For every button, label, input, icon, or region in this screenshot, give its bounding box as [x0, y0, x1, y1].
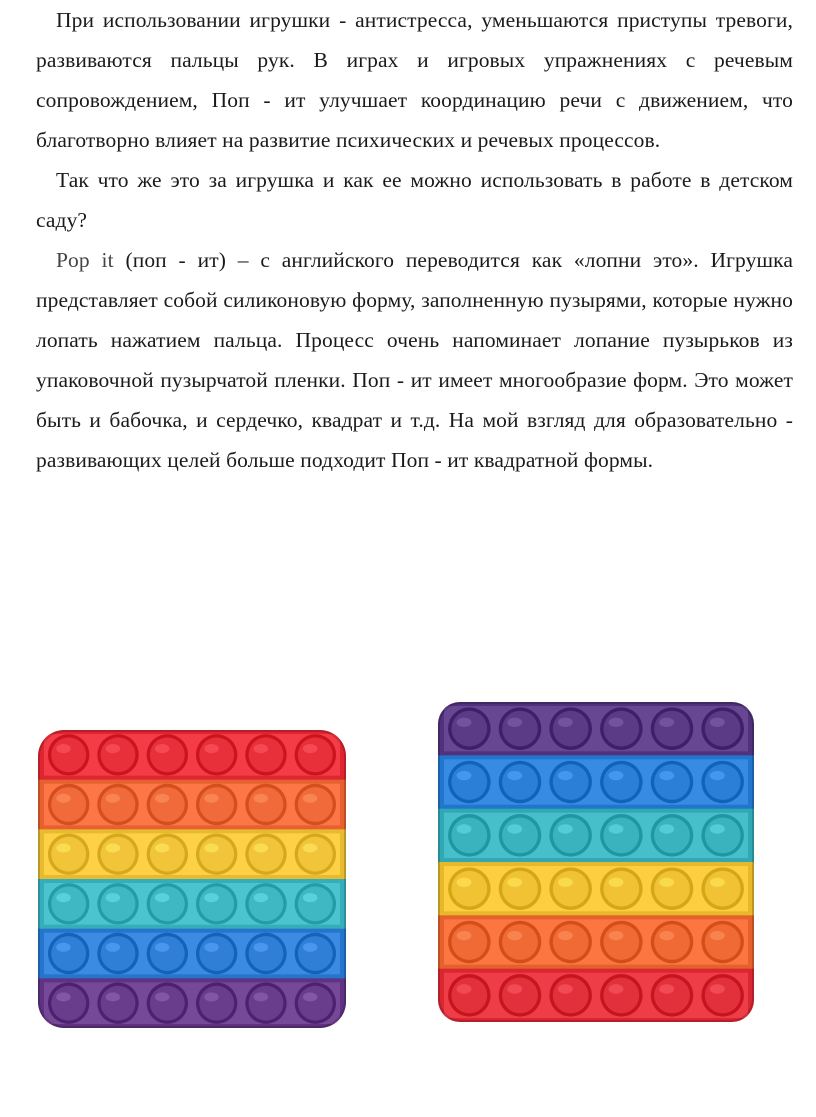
pop-it-term: Pop it	[56, 248, 114, 272]
bubble-highlight	[204, 992, 219, 1001]
bubble-highlight	[558, 824, 573, 833]
bubble	[654, 711, 690, 747]
bubble	[249, 886, 284, 921]
bubble-highlight	[710, 931, 725, 940]
bubble	[298, 986, 333, 1021]
bubble	[150, 787, 185, 822]
bubble-highlight	[457, 771, 472, 780]
bubble-highlight	[659, 771, 674, 780]
bubble-highlight	[155, 943, 170, 952]
bubble-highlight	[56, 843, 71, 852]
bubble-highlight	[155, 794, 170, 803]
bubble	[150, 936, 185, 971]
bubble-highlight	[106, 843, 121, 852]
bubble	[451, 817, 487, 853]
bubble	[705, 764, 741, 800]
paragraph-3	[36, 240, 793, 480]
pop-it-rainbow-right	[438, 702, 754, 1022]
bubble-highlight	[303, 943, 318, 952]
bubble	[249, 837, 284, 872]
bubble	[451, 977, 487, 1013]
bubble	[603, 817, 639, 853]
bubble-highlight	[507, 931, 522, 940]
bubble-highlight	[457, 984, 472, 993]
bubble	[199, 787, 234, 822]
bubble	[298, 837, 333, 872]
bubble-highlight	[254, 992, 269, 1001]
bubble-highlight	[204, 893, 219, 902]
bubble-highlight	[507, 771, 522, 780]
bubble	[553, 871, 589, 907]
bubble	[502, 764, 538, 800]
bubble-highlight	[558, 771, 573, 780]
bubble	[705, 977, 741, 1013]
bubble-highlight	[303, 992, 318, 1001]
bubble	[249, 936, 284, 971]
bubble-highlight	[106, 992, 121, 1001]
bubble	[705, 817, 741, 853]
bubble-highlight	[56, 893, 71, 902]
bubble-highlight	[659, 931, 674, 940]
bubble	[101, 837, 136, 872]
bubble	[502, 977, 538, 1013]
bubble	[502, 817, 538, 853]
bubble	[51, 936, 86, 971]
pop-it-rainbow-left	[38, 730, 346, 1028]
bubble-highlight	[155, 744, 170, 753]
bubble	[101, 936, 136, 971]
bubble-highlight	[609, 878, 624, 887]
bubble	[451, 871, 487, 907]
images-section	[0, 690, 816, 1050]
bubble-highlight	[254, 943, 269, 952]
bubble	[451, 924, 487, 960]
bubble-highlight	[609, 718, 624, 727]
bubble-highlight	[558, 984, 573, 993]
paragraph-3-body: (поп - ит) – с английского переводится как «лопни это». Игрушка представляет собой силиконовую форму, заполненную пузырями, которые нужно лопать нажатием пальца. Процесс очень напоминает лопание пузырьков из упаковочной пузырчатой пленки. Поп - ит имеет многообразие форм. Это может быть и бабочка, и сердечко, квадрат и т.д. На мой взгляд для образовательно - развивающих целей больше подходит Поп - ит квадратной формы.	[36, 248, 793, 472]
bubble-highlight	[659, 878, 674, 887]
bubble	[150, 886, 185, 921]
bubble	[603, 711, 639, 747]
bubble-highlight	[457, 931, 472, 940]
bubble	[199, 737, 234, 772]
bubble	[298, 737, 333, 772]
bubble-highlight	[106, 794, 121, 803]
bubble	[654, 764, 690, 800]
bubble	[51, 986, 86, 1021]
bubble-highlight	[56, 943, 71, 952]
bubble-highlight	[659, 718, 674, 727]
bubble-highlight	[56, 744, 71, 753]
bubble	[298, 787, 333, 822]
bubble	[654, 977, 690, 1013]
bubble-highlight	[204, 943, 219, 952]
bubble	[603, 871, 639, 907]
bubble	[101, 787, 136, 822]
bubble	[199, 837, 234, 872]
bubble	[199, 936, 234, 971]
bubble	[502, 871, 538, 907]
bubble-highlight	[254, 744, 269, 753]
bubble	[199, 886, 234, 921]
bubble	[101, 737, 136, 772]
square-pop-it-image-right	[438, 702, 754, 1022]
bubble	[451, 711, 487, 747]
bubble-highlight	[56, 794, 71, 803]
square-pop-it-image-left	[38, 730, 346, 1028]
bubble	[654, 817, 690, 853]
bubble-highlight	[155, 992, 170, 1001]
bubble-highlight	[106, 943, 121, 952]
bubble	[51, 886, 86, 921]
bubble	[553, 977, 589, 1013]
bubble-highlight	[204, 744, 219, 753]
bubble	[705, 924, 741, 960]
bubble	[603, 764, 639, 800]
bubble-highlight	[609, 931, 624, 940]
bubble-highlight	[609, 771, 624, 780]
bubble-highlight	[303, 794, 318, 803]
text-block	[36, 0, 793, 480]
bubble	[502, 711, 538, 747]
bubble	[51, 837, 86, 872]
bubble	[553, 817, 589, 853]
bubble-highlight	[254, 794, 269, 803]
bubble	[101, 986, 136, 1021]
bubble	[603, 924, 639, 960]
bubble	[502, 924, 538, 960]
bubble	[199, 986, 234, 1021]
bubble-highlight	[303, 893, 318, 902]
bubble	[553, 711, 589, 747]
bubble-highlight	[507, 718, 522, 727]
bubble	[150, 737, 185, 772]
bubble-highlight	[204, 794, 219, 803]
bubble-highlight	[558, 718, 573, 727]
bubble-highlight	[56, 992, 71, 1001]
bubble-highlight	[710, 878, 725, 887]
bubble-highlight	[457, 878, 472, 887]
bubble	[298, 936, 333, 971]
bubble-highlight	[204, 843, 219, 852]
bubble	[654, 871, 690, 907]
bubble-highlight	[457, 718, 472, 727]
bubble-highlight	[609, 984, 624, 993]
bubble-highlight	[659, 984, 674, 993]
bubble-highlight	[303, 843, 318, 852]
bubble-highlight	[558, 931, 573, 940]
bubble-highlight	[507, 824, 522, 833]
bubble-highlight	[457, 824, 472, 833]
bubble	[705, 871, 741, 907]
bubble-highlight	[710, 771, 725, 780]
bubble-highlight	[659, 824, 674, 833]
bubble-highlight	[609, 824, 624, 833]
bubble-highlight	[710, 824, 725, 833]
bubble-highlight	[558, 878, 573, 887]
bubble	[553, 764, 589, 800]
bubble-highlight	[710, 984, 725, 993]
paragraph-1: При использовании игрушки - антистресса, уменьшаются приступы тревоги, развиваются пальцы рук. В играх и игровых упражнениях с речевым сопровождением, Поп - ит улучшает координацию речи с движением, что благотворно влияет на развитие психических и речевых процессов.	[36, 8, 793, 152]
bubble-highlight	[507, 984, 522, 993]
bubble-highlight	[254, 843, 269, 852]
bubble-highlight	[106, 744, 121, 753]
bubble	[101, 886, 136, 921]
bubble-highlight	[507, 878, 522, 887]
bubble	[150, 986, 185, 1021]
bubble-highlight	[710, 718, 725, 727]
bubble	[249, 737, 284, 772]
bubble	[51, 787, 86, 822]
bubble	[603, 977, 639, 1013]
bubble	[51, 737, 86, 772]
bubble	[654, 924, 690, 960]
bubble-highlight	[106, 893, 121, 902]
bubble-highlight	[155, 893, 170, 902]
paragraph-2: Так что же это за игрушка и как ее можно использовать в работе в детском саду?	[36, 168, 793, 232]
bubble	[705, 711, 741, 747]
bubble-highlight	[155, 843, 170, 852]
bubble	[249, 787, 284, 822]
bubble	[298, 886, 333, 921]
bubble	[451, 764, 487, 800]
bubble	[249, 986, 284, 1021]
bubble-highlight	[303, 744, 318, 753]
bubble-highlight	[254, 893, 269, 902]
bubble	[150, 837, 185, 872]
bubble	[553, 924, 589, 960]
